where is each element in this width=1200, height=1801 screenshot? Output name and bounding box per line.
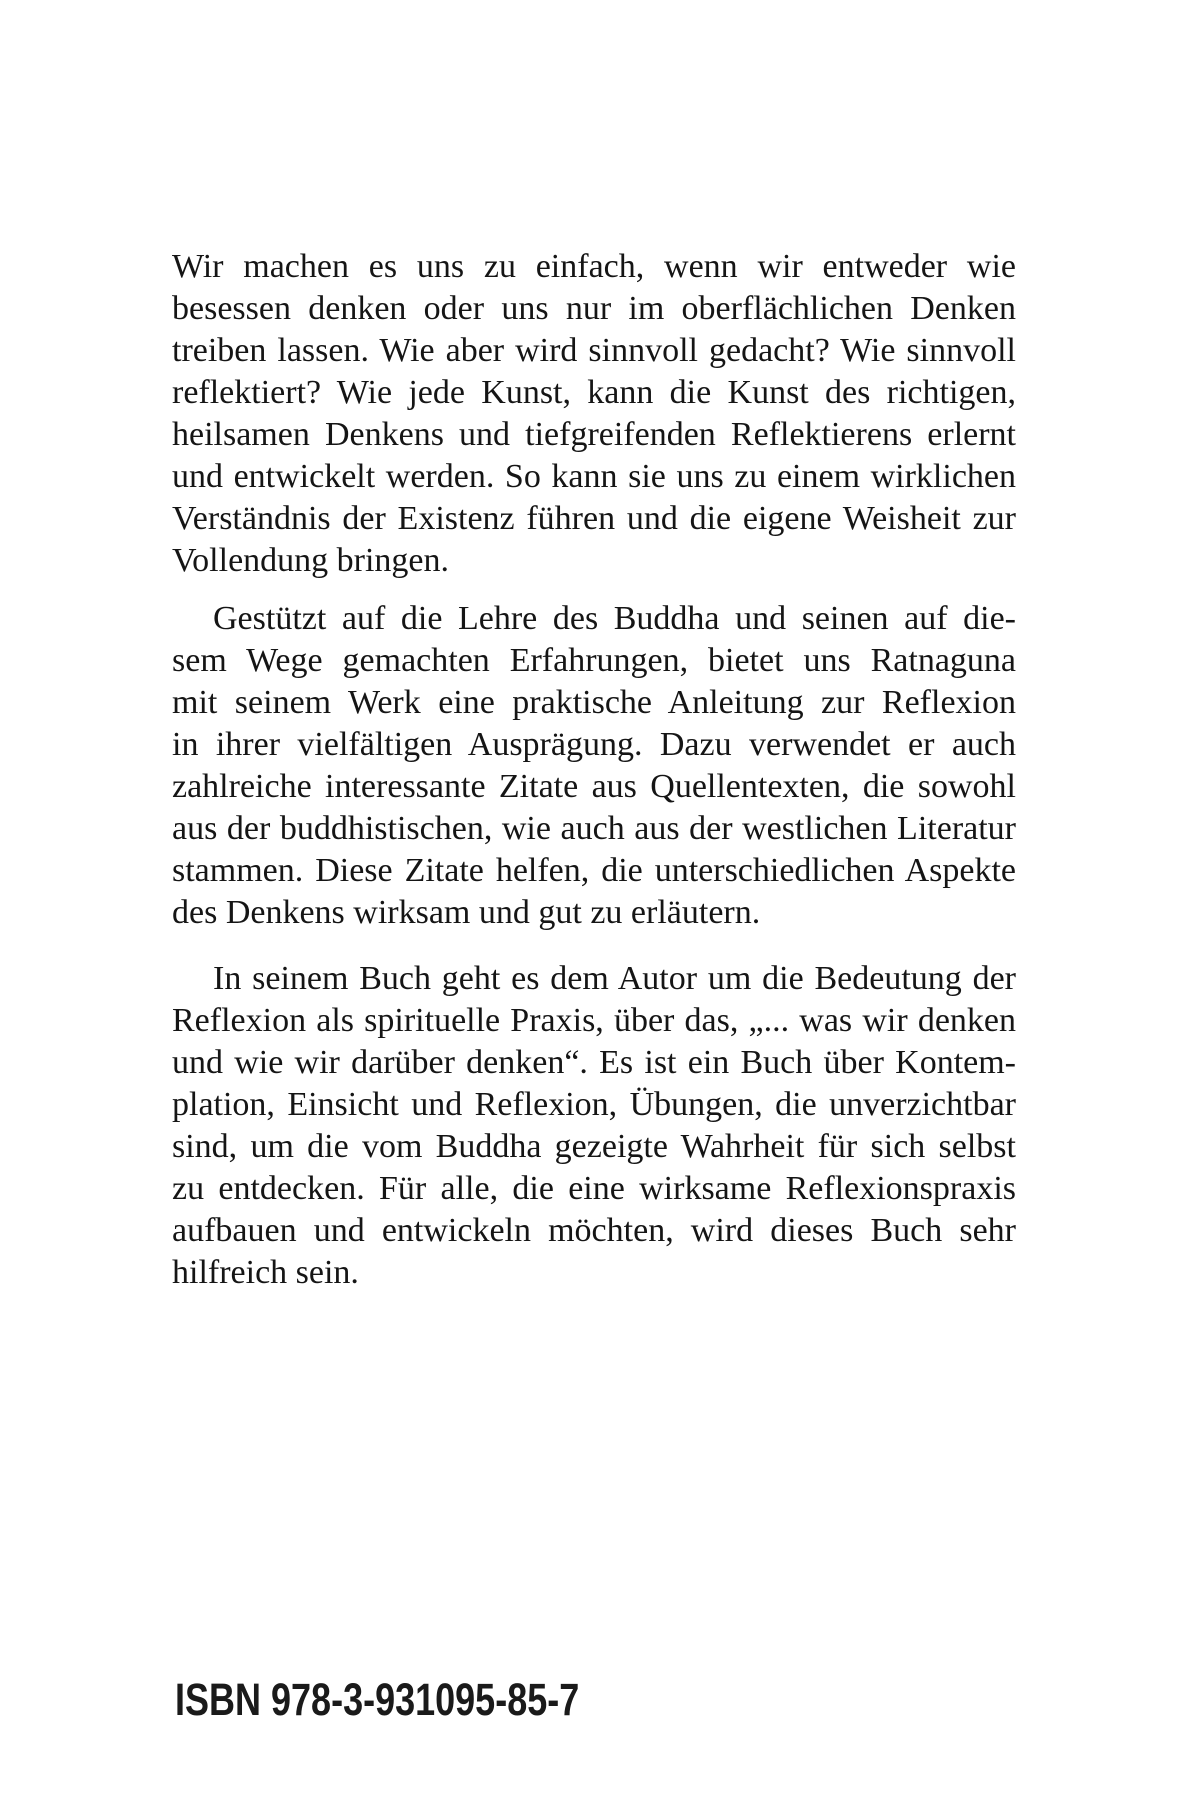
text-line: hilfreich sein. bbox=[172, 1254, 359, 1291]
isbn-label: ISBN 978-3-931095-85-7 bbox=[175, 1674, 580, 1725]
text-line: aufbauen und entwickeln möchten, wird dieses Buch sehr bbox=[172, 1212, 1016, 1249]
text-line: sind, um die vom Buddha gezeigte Wahrheit für sich selbst bbox=[172, 1128, 1016, 1165]
text-line: zu entdecken. Für alle, die eine wirksame Reflexionspraxis bbox=[172, 1170, 1016, 1207]
text-line: Gestützt auf die Lehre des Buddha und seinen auf die- bbox=[213, 600, 1016, 637]
text-line: besessen denken oder uns nur im oberflächlichen Denken bbox=[172, 290, 1016, 327]
paragraph-3 bbox=[172, 958, 1016, 1294]
text-line: und wie wir darüber denken“. Es ist ein Buch über Kontem- bbox=[172, 1044, 1016, 1081]
blurb-text-block bbox=[172, 246, 1016, 1294]
text-line: Reflexion als spirituelle Praxis, über das, „... was wir denken bbox=[172, 1002, 1016, 1039]
paragraph-1 bbox=[172, 246, 1016, 582]
text-line: stammen. Diese Zitate helfen, die unterschiedlichen Aspekte bbox=[172, 852, 1016, 889]
text-line: und entwickelt werden. So kann sie uns zu einem wirklichen bbox=[172, 458, 1016, 495]
text-line: reflektiert? Wie jede Kunst, kann die Kunst des richtigen, bbox=[172, 374, 1016, 411]
text-line: des Denkens wirksam und gut zu erläutern. bbox=[172, 894, 761, 931]
text-line: mit seinem Werk eine praktische Anleitung zur Reflexion bbox=[172, 684, 1016, 721]
text-line: Verständnis der Existenz führen und die eigene Weisheit zur bbox=[172, 500, 1016, 537]
text-line: In seinem Buch geht es dem Autor um die Bedeutung der bbox=[213, 960, 1016, 997]
text-line: treiben lassen. Wie aber wird sinnvoll gedacht? Wie sinnvoll bbox=[172, 332, 1016, 369]
text-line: Vollendung bringen. bbox=[172, 542, 450, 579]
paragraph-2 bbox=[172, 598, 1016, 934]
text-line: sem Wege gemachten Erfahrungen, bietet uns Ratnaguna bbox=[172, 642, 1016, 679]
text-line: in ihrer vielfältigen Ausprägung. Dazu verwendet er auch bbox=[172, 726, 1016, 763]
text-line: aus der buddhistischen, wie auch aus der westlichen Literatur bbox=[172, 810, 1016, 847]
text-line: heilsamen Denkens und tiefgreifenden Reflektierens erlernt bbox=[172, 416, 1016, 453]
text-line: Wir machen es uns zu einfach, wenn wir entweder wie bbox=[172, 248, 1016, 285]
text-line: plation, Einsicht und Reflexion, Übungen, die unverzichtbar bbox=[172, 1086, 1016, 1123]
text-line: zahlreiche interessante Zitate aus Quellentexten, die sowohl bbox=[172, 768, 1016, 805]
